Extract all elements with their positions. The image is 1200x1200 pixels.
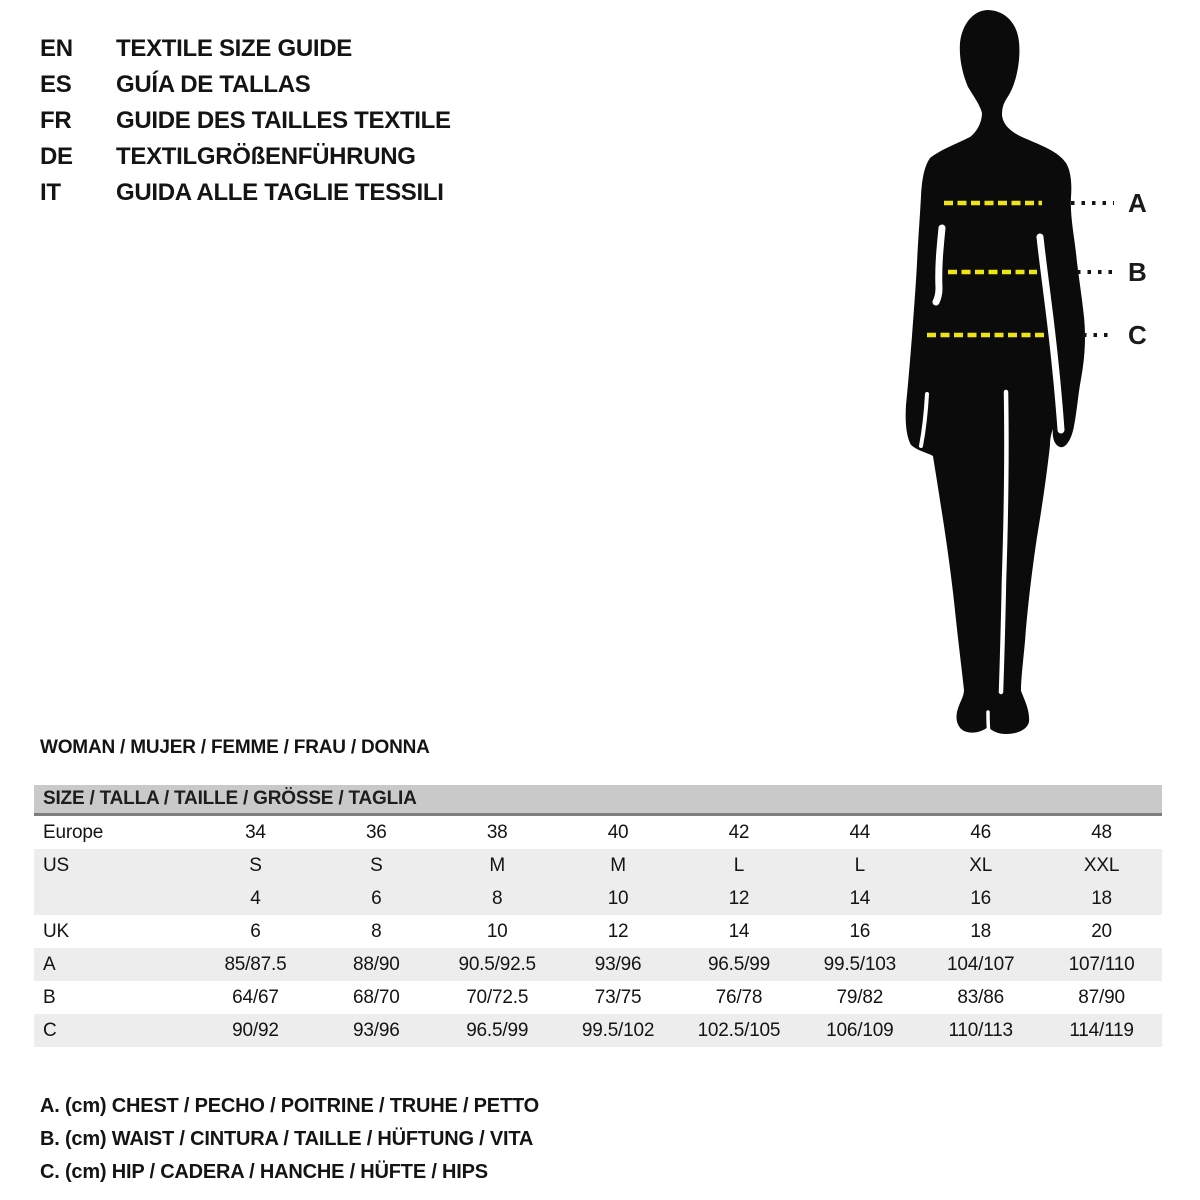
size-cell: 46 (970, 821, 992, 843)
size-cell: 8 (492, 887, 503, 909)
size-cell: M (489, 854, 505, 876)
language-row-es (40, 67, 451, 103)
size-cell: 99.5/102 (581, 1019, 655, 1041)
size-cell: 88/90 (353, 953, 400, 975)
size-cell: 114/119 (1069, 1019, 1134, 1041)
guide-title: GUIDE DES TAILLES TEXTILE (116, 107, 451, 134)
row-label: A (43, 953, 56, 975)
woman-silhouette-svg (880, 0, 1120, 740)
size-cell: 106/109 (826, 1019, 894, 1041)
row-label: Europe (43, 821, 104, 843)
size-cell: 64/67 (232, 986, 279, 1008)
size-cell: 12 (607, 920, 629, 942)
size-table (34, 785, 1162, 1047)
size-cell: 34 (245, 821, 266, 843)
measure-label-a: A (1128, 188, 1147, 218)
language-code: DE (40, 143, 73, 170)
language-code: IT (40, 179, 61, 206)
guide-title: GUÍA DE TALLAS (116, 71, 311, 98)
measure-label-c: C (1128, 320, 1147, 350)
size-cell: 73/75 (594, 986, 642, 1008)
language-row-de (40, 139, 451, 175)
size-cell: 104/107 (947, 953, 1015, 975)
size-cell: 48 (1091, 821, 1112, 843)
size-cell: S (370, 854, 383, 876)
size-cell: 40 (607, 821, 629, 843)
row-label: B (43, 986, 56, 1008)
size-table-body (34, 816, 1162, 1047)
size-cell: L (733, 854, 745, 876)
size-table-header: SIZE / TALLA / TAILLE / GRÖSSE / TAGLIA (34, 785, 1162, 816)
size-cell: XL (969, 854, 993, 876)
table-row-europe (34, 816, 1162, 849)
feet-notch (988, 712, 989, 734)
table-row-b (34, 981, 1162, 1014)
size-cell: 70/72.5 (466, 986, 529, 1008)
language-row-en (40, 31, 451, 67)
measure-label-b: B (1128, 257, 1147, 287)
size-cell: 16 (970, 887, 992, 909)
table-row-uk (34, 915, 1162, 948)
size-cell: 12 (728, 887, 750, 909)
size-cell: 4 (250, 887, 261, 909)
size-cell: 79/82 (836, 986, 884, 1008)
size-cell: 68/70 (353, 986, 400, 1008)
gender-heading: WOMAN / MUJER / FEMME / FRAU / DONNA (40, 737, 430, 758)
size-cell: 90/92 (232, 1019, 279, 1041)
size-cell: L (854, 854, 865, 876)
size-cell: 10 (607, 887, 629, 909)
size-cell: 87/90 (1078, 986, 1125, 1008)
size-cell: 8 (371, 920, 382, 942)
size-cell: 18 (970, 920, 992, 942)
table-row-a (34, 948, 1162, 981)
guide-title: TEXTILE SIZE GUIDE (116, 35, 352, 62)
legend-line-b: B. (cm) WAIST / CINTURA / TAILLE / HÜFTUNG / VITA (40, 1128, 534, 1150)
table-row-c (34, 1014, 1162, 1047)
size-cell: 42 (728, 821, 750, 843)
size-cell: 102.5/105 (697, 1019, 781, 1041)
size-cell: 99.5/103 (823, 953, 896, 975)
size-cell: 38 (486, 821, 508, 843)
language-row-it (40, 175, 451, 211)
language-row-fr (40, 103, 451, 139)
size-cell: 76/78 (715, 986, 763, 1008)
size-cell: 6 (250, 920, 261, 942)
language-code: EN (40, 35, 73, 62)
table-row-us-numeric (34, 882, 1162, 915)
size-cell: 90.5/92.5 (458, 953, 536, 975)
legend-line-c: C. (cm) HIP / CADERA / HANCHE / HÜFTE / HIPS (40, 1161, 488, 1183)
size-cell: 85/87.5 (224, 953, 287, 975)
size-cell: 83/86 (957, 986, 1004, 1008)
legend-line-a: A. (cm) CHEST / PECHO / POITRINE / TRUHE / PETTO (40, 1095, 539, 1117)
row-label: US (43, 854, 69, 876)
guide-title: TEXTILGRÖßENFÜHRUNG (116, 143, 416, 170)
table-row-us (34, 849, 1162, 882)
size-cell: S (249, 854, 262, 876)
size-cell: 10 (486, 920, 508, 942)
row-label: UK (43, 920, 69, 942)
size-cell: 20 (1091, 920, 1112, 942)
size-cell: 18 (1091, 887, 1112, 909)
size-cell: 16 (849, 920, 871, 942)
row-label: C (43, 1019, 57, 1041)
size-cell: 110/113 (948, 1019, 1013, 1041)
woman-silhouette-figure (880, 0, 1120, 740)
language-code: FR (40, 107, 72, 134)
size-cell: 96.5/99 (707, 953, 770, 975)
size-cell: 107/110 (1068, 953, 1135, 975)
size-cell: 96.5/99 (466, 1019, 529, 1041)
size-cell: 93/96 (353, 1019, 400, 1041)
size-cell: M (610, 854, 626, 876)
size-cell: 93/96 (594, 953, 642, 975)
size-cell: XXL (1083, 854, 1120, 876)
size-cell: 36 (365, 821, 387, 843)
language-code: ES (40, 71, 72, 98)
size-cell: 6 (371, 887, 382, 909)
measurement-legend (40, 1090, 539, 1189)
guide-title: GUIDA ALLE TAGLIE TESSILI (116, 179, 444, 206)
size-cell: 14 (849, 887, 871, 909)
language-title-list (40, 31, 451, 211)
size-cell: 44 (849, 821, 871, 843)
size-cell: 14 (728, 920, 750, 942)
